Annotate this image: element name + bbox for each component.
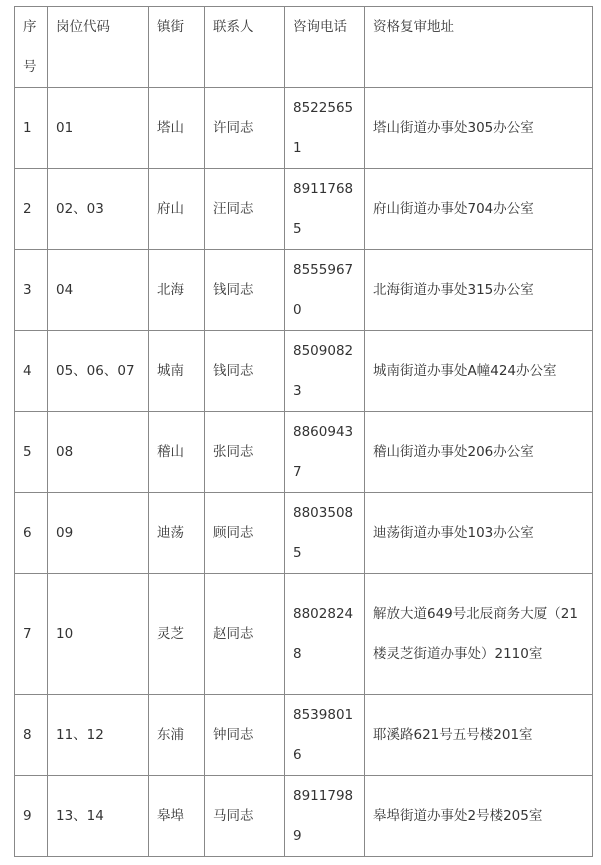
cell-contact: 许同志 [205,88,285,169]
cell-street: 东浦 [149,695,205,776]
header-row [15,7,593,88]
cell-index: 7 [15,574,48,695]
cell-contact: 钱同志 [205,250,285,331]
header-street: 镇街 [149,7,205,88]
cell-index: 4 [15,331,48,412]
table-row [15,574,593,695]
cell-phone: 88028248 [285,574,365,695]
cell-phone: 85090823 [285,331,365,412]
cell-address: 解放大道649号北辰商务大厦（21楼灵芝街道办事处）2110室 [365,574,593,695]
cell-index: 1 [15,88,48,169]
cell-address: 塔山街道办事处305办公室 [365,88,593,169]
cell-street: 皋埠 [149,776,205,857]
contact-table [14,6,593,857]
cell-phone: 89117685 [285,169,365,250]
table-row [15,331,593,412]
cell-street: 城南 [149,331,205,412]
cell-phone: 89117989 [285,776,365,857]
cell-index: 6 [15,493,48,574]
header-address: 资格复审地址 [365,7,593,88]
header-contact: 联系人 [205,7,285,88]
cell-post-code: 08 [48,412,149,493]
cell-phone: 85559670 [285,250,365,331]
table-row [15,88,593,169]
table-row [15,493,593,574]
table-row [15,695,593,776]
cell-post-code: 11、12 [48,695,149,776]
cell-contact: 汪同志 [205,169,285,250]
table-row [15,169,593,250]
cell-phone: 88609437 [285,412,365,493]
cell-index: 8 [15,695,48,776]
cell-address: 迪荡街道办事处103办公室 [365,493,593,574]
cell-street: 府山 [149,169,205,250]
cell-contact: 马同志 [205,776,285,857]
cell-index: 5 [15,412,48,493]
cell-post-code: 01 [48,88,149,169]
cell-post-code: 09 [48,493,149,574]
cell-phone: 85398016 [285,695,365,776]
cell-post-code: 02、03 [48,169,149,250]
cell-address: 府山街道办事处704办公室 [365,169,593,250]
cell-contact: 顾同志 [205,493,285,574]
cell-index: 3 [15,250,48,331]
cell-address: 耶溪路621号五号楼201室 [365,695,593,776]
header-index: 序号 [15,7,48,88]
cell-contact: 钱同志 [205,331,285,412]
cell-address: 北海街道办事处315办公室 [365,250,593,331]
cell-phone: 88035085 [285,493,365,574]
cell-post-code: 04 [48,250,149,331]
cell-address: 稽山街道办事处206办公室 [365,412,593,493]
cell-post-code: 13、14 [48,776,149,857]
header-phone: 咨询电话 [285,7,365,88]
table-row [15,412,593,493]
table-row [15,776,593,857]
cell-post-code: 10 [48,574,149,695]
cell-address: 皋埠街道办事处2号楼205室 [365,776,593,857]
cell-street: 稽山 [149,412,205,493]
cell-phone: 85225651 [285,88,365,169]
cell-contact: 张同志 [205,412,285,493]
cell-contact: 钟同志 [205,695,285,776]
cell-address: 城南街道办事处A幢424办公室 [365,331,593,412]
cell-index: 9 [15,776,48,857]
header-post-code: 岗位代码 [48,7,149,88]
cell-post-code: 05、06、07 [48,331,149,412]
cell-street: 塔山 [149,88,205,169]
cell-street: 灵芝 [149,574,205,695]
cell-street: 北海 [149,250,205,331]
cell-street: 迪荡 [149,493,205,574]
cell-index: 2 [15,169,48,250]
cell-contact: 赵同志 [205,574,285,695]
table-row [15,250,593,331]
